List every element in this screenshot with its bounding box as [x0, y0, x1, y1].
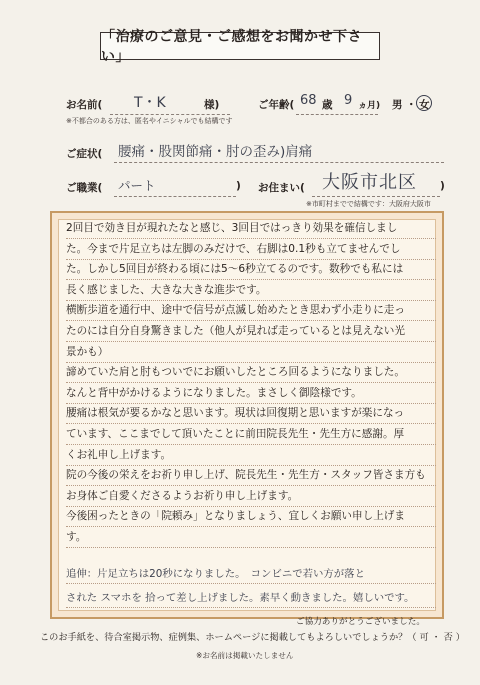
ruled-line — [66, 465, 436, 466]
consent-row — [40, 629, 465, 643]
ruled-line — [66, 547, 436, 548]
address-label: お住まい( — [258, 182, 305, 194]
name-suffix: 様) — [204, 99, 220, 111]
address-underline — [312, 196, 440, 197]
ruled-line — [66, 607, 436, 608]
message-line: 長く感じました、大きな大きな進歩です。 — [66, 283, 267, 296]
ruled-line — [66, 583, 436, 584]
message-line: たのには自分自身驚きました（他人が見れば走っているとは見えない光 — [66, 325, 405, 337]
consent-close: ） — [455, 632, 465, 643]
ruled-line — [66, 444, 436, 445]
address-value: 大阪市北区 — [322, 172, 417, 193]
gender-male[interactable]: 男 — [392, 99, 403, 111]
ruled-line — [66, 238, 436, 239]
message-line: た。今まで片足立ちは左脚のみだけで、右脚は0.1秒も立てませんでし — [66, 242, 401, 255]
message-line: 諦めていた肩と肘もついでにお願いしたところ回るようになりました。 — [66, 366, 405, 379]
ruled-line — [66, 341, 436, 342]
message-line: す。 — [66, 531, 87, 543]
symptom-value: 腰痛・股関節痛・肘の歪み)肩痛 — [118, 144, 313, 160]
thanks-text: ご協力ありがとうございました。 — [296, 617, 425, 627]
ruled-line — [66, 485, 436, 486]
job-label: ご職業( — [66, 182, 103, 194]
ruled-line — [66, 526, 436, 527]
age-months-label: ヵ月) — [358, 101, 381, 111]
job-close: ) — [236, 180, 241, 192]
consent-note: ※お名前は掲載いたしません — [196, 651, 294, 660]
address-note: ※市町村までで結構です：大阪府大阪市 — [306, 200, 431, 208]
message-line: 2回目で効き目が現れたなと感じ、3回目ではっきり効果を確信しまし — [66, 222, 398, 234]
postscript-line-2: された スマホを 拾って差し上げました。素早く動きました。嬉しいです。 — [66, 592, 415, 604]
message-line: 今後困ったときの「院頼み」となりましょう、宜しくお願い申し上げま — [66, 510, 405, 523]
address-close: ) — [440, 180, 445, 192]
postscript-line-1: 追伸：片足立ちは20秒になりました。 コンビニで若い方が落と — [66, 568, 365, 580]
ruled-line — [66, 300, 436, 301]
consent-separator: ・ — [431, 632, 441, 643]
age-value: 68 — [300, 93, 317, 108]
gender-separator: ・ — [406, 99, 417, 111]
ruled-line — [66, 506, 436, 507]
gender-female[interactable]: 女 — [419, 99, 430, 111]
ruled-line — [66, 382, 436, 383]
age-label: ご年齢( — [258, 99, 295, 111]
ruled-line — [66, 320, 436, 321]
message-line: 腰痛は根気が要るかなと思います。現状は回復期と思いますが楽になっ — [66, 407, 405, 420]
name-value: T・K — [134, 95, 166, 111]
message-line: 景かも） — [66, 345, 109, 358]
age-years-label: 歳 — [322, 99, 333, 111]
symptom-underline — [114, 162, 444, 163]
anonymous-note: ※不都合のある方は、匿名やイニシャルでも結構です — [66, 117, 233, 125]
ruled-line — [66, 403, 436, 404]
consent-no[interactable]: 否 — [443, 632, 453, 643]
form-title: 「治療のご意見・ご感想をお聞かせ下さい」 — [100, 32, 380, 60]
job-value: パート — [118, 178, 156, 193]
message-line: 横断歩道を通行中、途中で信号が点滅し始めたとき思わず小走りに走っ — [66, 304, 405, 317]
message-line: お身体ご自愛くださるようお祈り申し上げます。 — [66, 489, 299, 502]
ruled-line — [66, 423, 436, 424]
consent-question: このお手紙を、待合室掲示物、症例集、ホームページに掲載してもよろしいでしょうか？（ — [40, 632, 417, 643]
ruled-line — [66, 362, 436, 363]
ruled-line — [66, 259, 436, 260]
name-label: お名前( — [66, 99, 103, 111]
consent-yes[interactable]: 可 — [419, 632, 429, 643]
message-line: ています、ここまでして頂いたことに前田院長先生・先生方に感謝。厚 — [66, 428, 405, 440]
ruled-line — [66, 279, 436, 280]
message-line: なんと背中がかけるようになりました。まさしく御陰様です。 — [66, 386, 362, 399]
message-line: くお礼申し上げます。 — [66, 448, 172, 461]
age-months-value: 9 — [344, 93, 353, 108]
name-underline — [110, 114, 230, 115]
job-underline — [114, 196, 236, 197]
age-underline — [296, 114, 378, 115]
message-line: た。しかし5回目が終わる頃には5～6秒立てるのです。数秒でも私には — [66, 263, 404, 276]
message-line: 院の今後の栄えをお祈り申し上げ、院長先生・先生方・スタッフ皆さま方も — [66, 469, 426, 482]
gender-female-circle-mark — [416, 95, 432, 111]
symptom-label: ご症状( — [66, 148, 103, 160]
